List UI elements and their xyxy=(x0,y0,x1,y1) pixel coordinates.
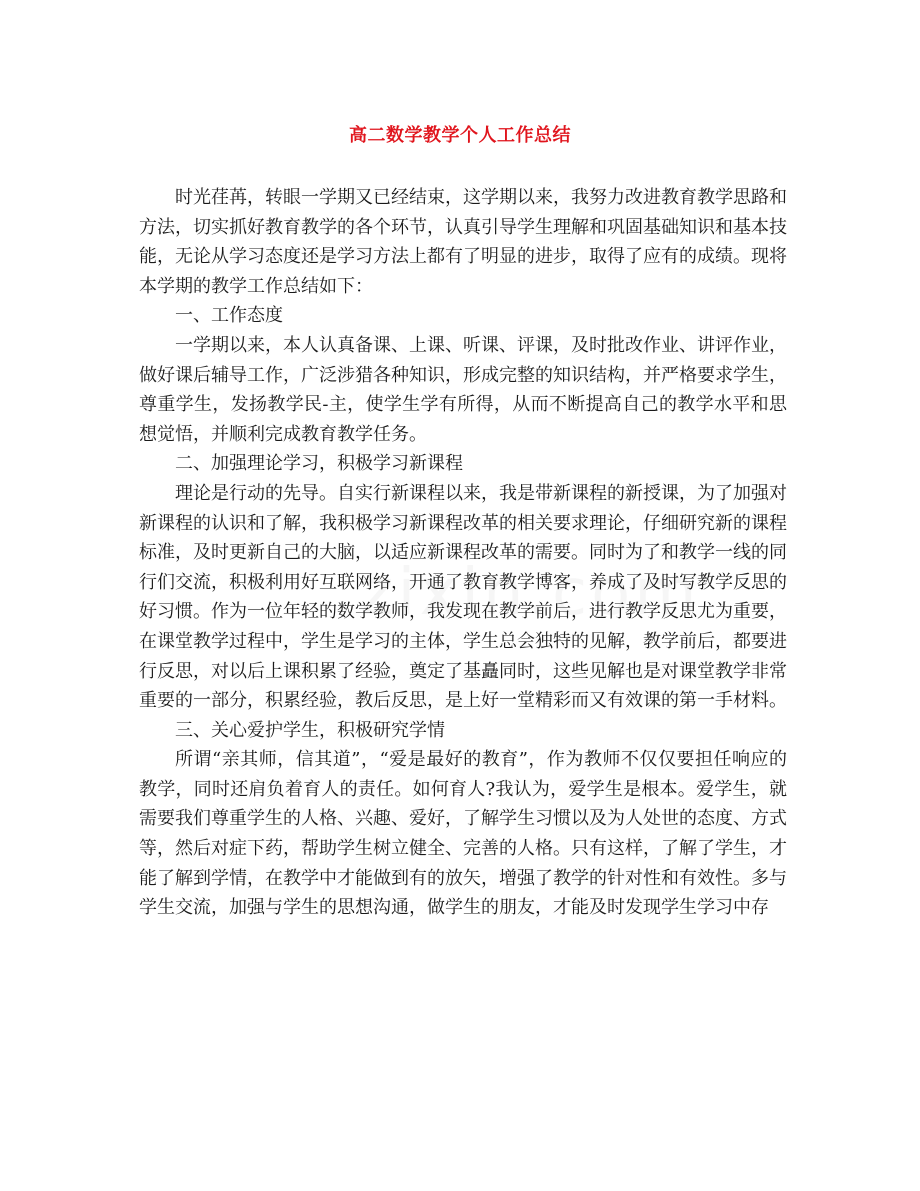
section-heading-1: 一、工作态度 xyxy=(175,305,283,327)
section-2-paragraph: 理论是行动的先导。自实行新课程以来，我是带新课程的新授课，为了加强对新课程的认识和了解，我积极学习新课程改革的相关要求理论，仔细研究新的课程标准，及时更新自己的大脑，以适应新课程改革的需要。同时为了和教学一线的同行们交流，积极利用好互联网络，开通了教育教学博客，养成了及时写教学反思的好习惯。作为一位年轻的数学教师，我发现在教学前后，进行教学反思尤为重要，在课堂教学过程中，学生是学习的主体，学生总会独特的见解，教学前后，都要进行反思，对以后上课积累了经验，奠定了基矗同时，这些见解也是对课堂教学非常重要的一部分，积累经验，教后反思，是上好一堂精彩而又有效课的第一手材料。 xyxy=(139,482,787,712)
document-body xyxy=(139,183,787,923)
intro-paragraph: 时光荏苒，转眼一学期又已经结束，这学期以来，我努力改进教育教学思路和方法，切实抓好教育教学的各个环节，认真引导学生理解和巩固基础知识和基本技能，无论从学习态度还是学习方法上都有了明显的进步，取得了应有的成绩。现将本学期的教学工作总结如下： xyxy=(139,187,787,297)
section-heading-3: 三、关心爱护学生，积极研究学情 xyxy=(175,719,445,741)
document-title: 高二数学教学个人工作总结 xyxy=(349,125,571,146)
section-heading-2: 二、加强理论学习，积极学习新课程 xyxy=(175,453,463,475)
section-1-paragraph: 一学期以来，本人认真备课、上课、听课、评课，及时批改作业、讲评作业，做好课后辅导工作，广泛涉猎各种知识，形成完整的知识结构，并严格要求学生，尊重学生，发扬教学民-主，使学生学有所得，从而不断提高自己的教学水平和思想觉悟，并顺利完成教育教学任务。 xyxy=(139,334,787,445)
section-3-paragraph: 所谓“亲其师，信其道”，“爱是最好的教育”，作为教师不仅仅要担任响应的教学，同时还肩负着育人的责任。如何育人?我认为，爱学生是根本。爱学生，就需要我们尊重学生的人格、兴趣、爱好，了解学生习惯以及为人处世的态度、方式等，然后对症下药，帮助学生树立健全、完善的人格。只有这样，了解了学生，才能了解到学情，在教学中才能做到有的放矢，增强了教学的针对性和有效性。多与学生交流，加强与学生的思想沟通，做学生的朋友，才能及时发现学生学习中存 xyxy=(139,749,787,919)
